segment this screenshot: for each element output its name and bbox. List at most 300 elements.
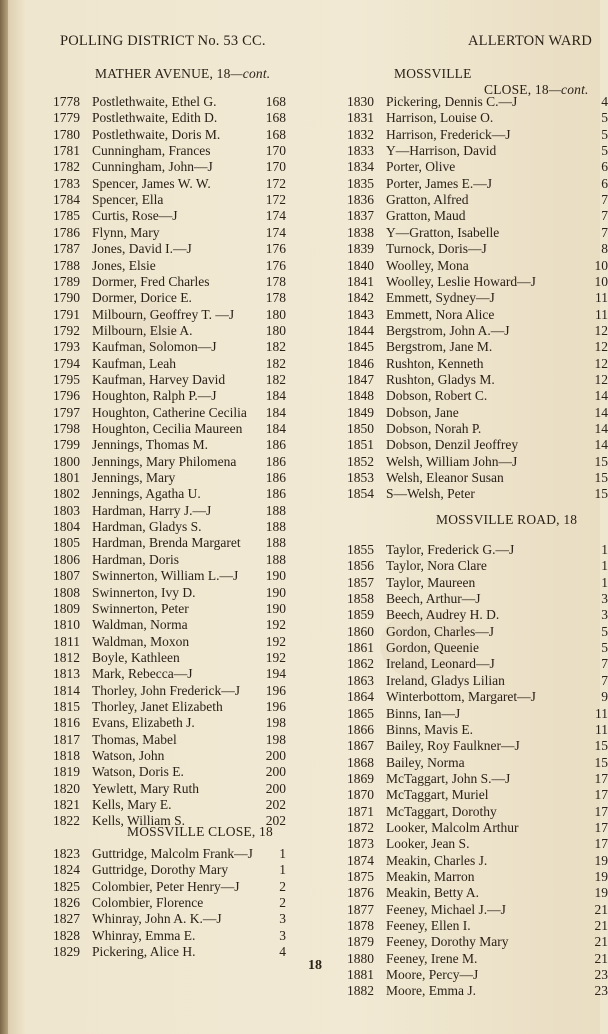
voter-row <box>46 372 316 388</box>
elector-number: 1837 <box>347 208 374 224</box>
house-number: 21 <box>594 934 608 950</box>
elector-number: 1827 <box>53 911 80 927</box>
elector-number: 1853 <box>347 470 374 486</box>
elector-number: 1784 <box>53 192 80 208</box>
voter-row <box>340 607 608 623</box>
elector-number: 1816 <box>53 715 80 731</box>
house-number: 12 <box>594 355 608 371</box>
elector-number: 1821 <box>53 797 80 813</box>
elector-name: Milbourn, Geoffrey T. —J <box>92 306 235 322</box>
voter-row <box>340 918 608 934</box>
elector-number: 1834 <box>347 159 374 175</box>
voter-row <box>340 689 608 705</box>
voter-row <box>340 787 608 803</box>
voter-row <box>46 437 316 453</box>
elector-name: Yewlett, Mary Ruth <box>92 780 200 796</box>
house-number: 184 <box>265 388 286 404</box>
section-title: CLOSE, 18 <box>484 82 549 97</box>
elector-number: 1815 <box>53 698 80 714</box>
house-number: 15 <box>594 738 608 754</box>
house-number: 5 <box>601 143 608 159</box>
house-number: 188 <box>265 519 286 535</box>
elector-name: Guttridge, Malcolm Frank—J <box>92 846 253 861</box>
elector-name: Watson, John <box>92 748 165 763</box>
elector-name: Porter, James E.—J <box>386 175 492 191</box>
house-number: 2 <box>279 878 286 894</box>
elector-name: Bergstrom, John A.—J <box>386 322 510 338</box>
elector-number: 1804 <box>53 519 80 535</box>
house-number: 4 <box>279 944 286 960</box>
house-number: 17 <box>594 787 608 803</box>
house-number: 188 <box>265 502 286 518</box>
house-number: 10 <box>594 257 608 273</box>
house-number: 17 <box>594 803 608 819</box>
voter-row <box>46 862 316 878</box>
house-number: 14 <box>594 388 608 404</box>
elector-number: 1840 <box>347 257 374 273</box>
section-suffix: —cont. <box>548 82 589 97</box>
house-number: 12 <box>594 371 608 387</box>
voter-row <box>340 143 608 159</box>
voter-row <box>46 208 316 224</box>
elector-name: Gordon, Queenie <box>386 640 479 656</box>
elector-name: McTaggart, Muriel <box>386 787 489 803</box>
voter-row <box>46 748 316 764</box>
elector-name: Y—Gratton, Isabelle <box>386 224 500 240</box>
house-number: 196 <box>265 682 286 698</box>
elector-number: 1872 <box>347 819 374 835</box>
elector-number: 1866 <box>347 721 374 737</box>
section-title: MOSSVILLE CLOSE, 18 <box>127 824 273 839</box>
elector-name: Bailey, Norma <box>386 754 465 770</box>
house-number: 186 <box>265 437 286 453</box>
house-number: 23 <box>594 983 608 999</box>
elector-number: 1869 <box>347 770 374 786</box>
house-number: 11 <box>595 705 608 721</box>
elector-name: Jennings, Mary Philomena <box>92 453 237 469</box>
house-number: 190 <box>265 600 286 616</box>
elector-number: 1791 <box>53 306 80 322</box>
house-number: 15 <box>594 470 608 486</box>
voter-row <box>46 617 316 633</box>
elector-number: 1826 <box>53 895 80 911</box>
elector-number: 1794 <box>53 355 80 371</box>
voter-row <box>340 869 608 885</box>
left-column <box>46 94 316 974</box>
house-number: 1 <box>279 862 286 878</box>
voter-row <box>340 591 608 607</box>
voter-row <box>46 307 316 323</box>
elector-number: 1805 <box>53 535 80 551</box>
house-number: 180 <box>265 322 286 338</box>
elector-number: 1836 <box>347 192 374 208</box>
voter-row <box>46 290 316 306</box>
elector-name: Houghton, Catherine Cecilia <box>92 404 247 420</box>
house-number: 192 <box>265 649 286 665</box>
house-number: 2 <box>279 895 286 911</box>
elector-name: Hardman, Brenda Margaret <box>92 535 241 551</box>
elector-number: 1810 <box>53 617 80 633</box>
house-number: 12 <box>594 339 608 355</box>
voter-row <box>46 911 316 927</box>
elector-name: Jennings, Mary <box>92 470 176 486</box>
elector-name: Looker, Malcolm Arthur <box>386 819 519 835</box>
house-number: 15 <box>594 486 608 502</box>
elector-number: 1833 <box>347 143 374 159</box>
elector-number: 1835 <box>347 175 374 191</box>
house-number: 192 <box>265 617 286 633</box>
voter-row <box>340 192 608 208</box>
elector-name: Houghton, Ralph P.—J <box>92 388 217 404</box>
house-number: 19 <box>594 885 608 901</box>
house-number: 17 <box>594 836 608 852</box>
elector-name: Waldman, Moxon <box>92 633 190 649</box>
elector-number: 1858 <box>347 591 374 607</box>
house-number: 17 <box>594 770 608 786</box>
elector-number: 1865 <box>347 705 374 721</box>
house-number: 172 <box>265 175 286 191</box>
house-number: 168 <box>265 126 286 142</box>
elector-number: 1877 <box>347 901 374 917</box>
elector-name: Beech, Audrey H. D. <box>386 607 500 623</box>
elector-number: 1859 <box>347 607 374 623</box>
voter-row <box>46 879 316 895</box>
elector-number: 1841 <box>347 273 374 289</box>
house-number: 200 <box>265 748 286 763</box>
voter-row <box>340 852 608 869</box>
voter-row <box>46 470 316 486</box>
elector-number: 1796 <box>53 388 80 404</box>
house-number: 1 <box>279 846 286 861</box>
voter-row <box>46 274 316 290</box>
elector-number: 1861 <box>347 640 374 656</box>
house-number: 5 <box>601 640 608 656</box>
elector-name: Woolley, Leslie Howard—J <box>386 273 536 289</box>
house-number: 198 <box>265 731 286 747</box>
elector-number: 1798 <box>53 421 80 436</box>
elector-number: 1779 <box>53 110 80 126</box>
elector-name: Kells, Mary E. <box>92 797 172 813</box>
voter-row <box>340 224 608 241</box>
elector-name: Guttridge, Dorothy Mary <box>92 862 229 878</box>
voter-row <box>46 552 316 568</box>
voter-row <box>340 640 608 656</box>
voter-row <box>46 813 316 829</box>
elector-name: Looker, Jean S. <box>386 836 470 852</box>
elector-number: 1831 <box>347 110 374 126</box>
house-number: 1 <box>601 542 608 557</box>
section-title: MOSSVILLE <box>394 66 472 81</box>
elector-number: 1857 <box>347 574 374 590</box>
voter-row <box>340 885 608 901</box>
elector-name: Taylor, Maureen <box>386 574 476 590</box>
voter-row <box>340 404 608 421</box>
elector-number: 1838 <box>347 224 374 240</box>
house-number: 7 <box>601 224 608 240</box>
voter-row <box>46 928 316 944</box>
elector-number: 1867 <box>347 738 374 754</box>
house-number: 14 <box>594 421 608 436</box>
house-number: 184 <box>265 421 286 436</box>
house-number: 186 <box>265 453 286 469</box>
elector-name: Rushton, Kenneth <box>386 355 484 371</box>
elector-name: Postlethwaite, Edith D. <box>92 110 218 126</box>
elector-name: Swinnerton, Ivy D. <box>92 584 196 600</box>
elector-name: McTaggart, Dorothy <box>386 803 497 819</box>
elector-name: Cunningham, John—J <box>92 159 213 175</box>
voter-row <box>340 542 608 558</box>
voter-row <box>46 797 316 813</box>
voter-row <box>46 601 316 617</box>
voter-row <box>340 623 608 640</box>
voter-row <box>340 770 608 787</box>
voter-row <box>46 683 316 699</box>
voter-row <box>340 94 608 110</box>
elector-name: Jones, David I.—J <box>92 241 192 257</box>
house-number: 200 <box>265 780 286 796</box>
elector-number: 1871 <box>347 803 374 819</box>
elector-number: 1876 <box>347 885 374 901</box>
elector-number: 1783 <box>53 175 80 191</box>
elector-number: 1780 <box>53 126 80 142</box>
house-number: 182 <box>265 371 286 387</box>
elector-number: 1846 <box>347 355 374 371</box>
elector-name: Gratton, Alfred <box>386 192 469 208</box>
house-number: 11 <box>595 290 608 306</box>
voter-row <box>340 290 608 306</box>
elector-name: Welsh, William John—J <box>386 453 518 469</box>
elector-name: Milbourn, Elsie A. <box>92 322 193 338</box>
voter-row <box>46 568 316 584</box>
voter-row <box>340 421 608 437</box>
voter-row <box>46 715 316 731</box>
elector-name: Emmett, Sydney—J <box>386 290 495 306</box>
house-number: 170 <box>265 159 286 175</box>
elector-number: 1845 <box>347 339 374 355</box>
elector-name: Moore, Percy—J <box>386 967 479 983</box>
house-number: 168 <box>265 110 286 126</box>
house-number: 4 <box>601 94 608 109</box>
voter-row <box>46 944 316 960</box>
house-number: 19 <box>594 852 608 868</box>
house-number: 19 <box>594 869 608 884</box>
elector-name: Taylor, Nora Clare <box>386 558 487 574</box>
elector-number: 1813 <box>53 666 80 682</box>
house-number: 3 <box>601 591 608 607</box>
elector-number: 1828 <box>53 927 80 943</box>
elector-number: 1856 <box>347 558 374 574</box>
voter-row <box>46 225 316 241</box>
elector-number: 1847 <box>347 371 374 387</box>
voter-row <box>46 159 316 175</box>
elector-name: Flynn, Mary <box>92 224 160 240</box>
voter-row <box>340 322 608 339</box>
voter-row <box>340 453 608 470</box>
elector-name: Feeney, Dorothy Mary <box>386 934 509 950</box>
elector-number: 1807 <box>53 568 80 584</box>
voter-row <box>340 656 608 672</box>
elector-name: Moore, Emma J. <box>386 983 476 999</box>
house-number: 174 <box>265 208 286 224</box>
page-header-left: POLLING DISTRICT No. 53 CC. <box>60 33 266 49</box>
elector-name: Hardman, Harry J.—J <box>92 502 212 518</box>
elector-name: Jennings, Agatha U. <box>92 486 201 502</box>
elector-name: Feeney, Michael J.—J <box>386 901 506 917</box>
elector-name: Thorley, John Frederick—J <box>92 682 240 698</box>
house-number: 3 <box>279 911 286 927</box>
elector-name: Colombier, Florence <box>92 895 204 911</box>
elector-name: Meakin, Marron <box>386 869 475 884</box>
voter-row <box>340 437 608 453</box>
house-number: 200 <box>265 764 286 780</box>
elector-number: 1789 <box>53 273 80 289</box>
house-number: 182 <box>265 339 286 355</box>
elector-name: Bailey, Roy Faulkner—J <box>386 738 520 754</box>
voter-row <box>46 323 316 339</box>
house-number: 7 <box>601 208 608 224</box>
house-number: 1 <box>601 558 608 574</box>
house-number: 11 <box>595 721 608 737</box>
house-number: 21 <box>594 950 608 966</box>
elector-number: 1811 <box>53 633 80 649</box>
elector-name: Kaufman, Leah <box>92 355 176 371</box>
voter-row <box>340 574 608 591</box>
elector-number: 1874 <box>347 852 374 868</box>
voter-row <box>340 339 608 355</box>
voter-row <box>46 666 316 682</box>
voter-row <box>46 110 316 126</box>
voter-row <box>46 421 316 437</box>
voter-row <box>46 486 316 502</box>
elector-name: Spencer, Ella <box>92 192 164 208</box>
voter-row <box>46 503 316 519</box>
section-heading <box>95 66 270 82</box>
house-number: 198 <box>265 715 286 731</box>
house-number: 172 <box>265 192 286 208</box>
house-number: 7 <box>601 672 608 688</box>
voter-row <box>46 241 316 257</box>
house-number: 15 <box>594 453 608 469</box>
house-number: 6 <box>601 159 608 175</box>
house-number: 180 <box>265 306 286 322</box>
voter-row <box>46 781 316 797</box>
voter-row <box>46 535 316 551</box>
house-number: 178 <box>265 273 286 289</box>
elector-number: 1842 <box>347 290 374 306</box>
elector-number: 1850 <box>347 421 374 436</box>
house-number: 170 <box>265 143 286 159</box>
elector-number: 1875 <box>347 869 374 884</box>
elector-number: 1778 <box>53 94 80 109</box>
elector-number: 1801 <box>53 470 80 486</box>
elector-number: 1819 <box>53 764 80 780</box>
voter-row <box>46 127 316 143</box>
elector-name: Hardman, Gladys S. <box>92 519 202 535</box>
house-number: 190 <box>265 568 286 584</box>
elector-number: 1781 <box>53 143 80 159</box>
elector-name: Watson, Doris E. <box>92 764 184 780</box>
house-number: 9 <box>601 689 608 705</box>
elector-name: Spencer, James W. W. <box>92 175 211 191</box>
elector-number: 1864 <box>347 689 374 705</box>
elector-number: 1878 <box>347 918 374 934</box>
section-title: MOSSVILLE ROAD, 18 <box>436 512 578 527</box>
elector-number: 1812 <box>53 649 80 665</box>
elector-name: Curtis, Rose—J <box>92 208 178 224</box>
house-number: 12 <box>594 322 608 338</box>
elector-number: 1802 <box>53 486 80 502</box>
house-number: 21 <box>594 918 608 934</box>
voter-row <box>340 934 608 950</box>
elector-number: 1809 <box>53 600 80 616</box>
elector-number: 1839 <box>347 241 374 257</box>
book-spine <box>0 0 8 1034</box>
elector-name: Taylor, Frederick G.—J <box>386 542 515 557</box>
voter-row <box>340 672 608 689</box>
house-number: 186 <box>265 486 286 502</box>
voter-row <box>340 967 608 983</box>
house-number: 6 <box>601 175 608 191</box>
elector-name: McTaggart, John S.—J <box>386 770 511 786</box>
elector-name: Harrison, Louise O. <box>386 110 494 126</box>
elector-number: 1868 <box>347 754 374 770</box>
elector-number: 1879 <box>347 934 374 950</box>
page-header-right: ALLERTON WARD <box>468 33 593 49</box>
house-number: 5 <box>601 623 608 639</box>
house-number: 7 <box>601 656 608 672</box>
section-heading <box>394 66 472 82</box>
elector-number: 1806 <box>53 551 80 567</box>
elector-number: 1843 <box>347 306 374 322</box>
elector-number: 1854 <box>347 486 374 502</box>
elector-name: Jones, Elsie <box>92 257 156 273</box>
elector-number: 1785 <box>53 208 80 224</box>
elector-number: 1814 <box>53 682 80 698</box>
elector-name: Feeney, Irene M. <box>386 950 478 966</box>
elector-name: Jennings, Thomas M. <box>92 437 209 453</box>
elector-name: Winterbottom, Margaret—J <box>386 689 536 705</box>
elector-number: 1818 <box>53 748 80 763</box>
voter-row <box>340 705 608 722</box>
voter-row <box>340 721 608 738</box>
house-number: 196 <box>265 698 286 714</box>
house-number: 192 <box>265 633 286 649</box>
house-number: 186 <box>265 470 286 486</box>
elector-number: 1808 <box>53 584 80 600</box>
page-number: 18 <box>308 958 322 973</box>
voter-row <box>46 356 316 372</box>
section-title: MATHER AVENUE, 18 <box>95 66 231 81</box>
elector-name: Gratton, Maud <box>386 208 466 224</box>
elector-number: 1863 <box>347 672 374 688</box>
elector-name: Thorley, Janet Elizabeth <box>92 698 223 714</box>
elector-name: Pickering, Alice H. <box>92 944 196 960</box>
house-number: 202 <box>265 813 286 829</box>
voter-row <box>340 241 608 257</box>
voter-row <box>340 110 608 126</box>
elector-number: 1825 <box>53 878 80 894</box>
elector-number: 1860 <box>347 623 374 639</box>
voter-row <box>340 355 608 372</box>
voter-row <box>340 257 608 274</box>
elector-number: 1800 <box>53 453 80 469</box>
elector-number: 1862 <box>347 656 374 672</box>
elector-name: Gordon, Charles—J <box>386 623 494 639</box>
elector-number: 1790 <box>53 290 80 306</box>
house-number: 168 <box>265 94 286 109</box>
voter-row <box>46 732 316 748</box>
elector-number: 1793 <box>53 339 80 355</box>
